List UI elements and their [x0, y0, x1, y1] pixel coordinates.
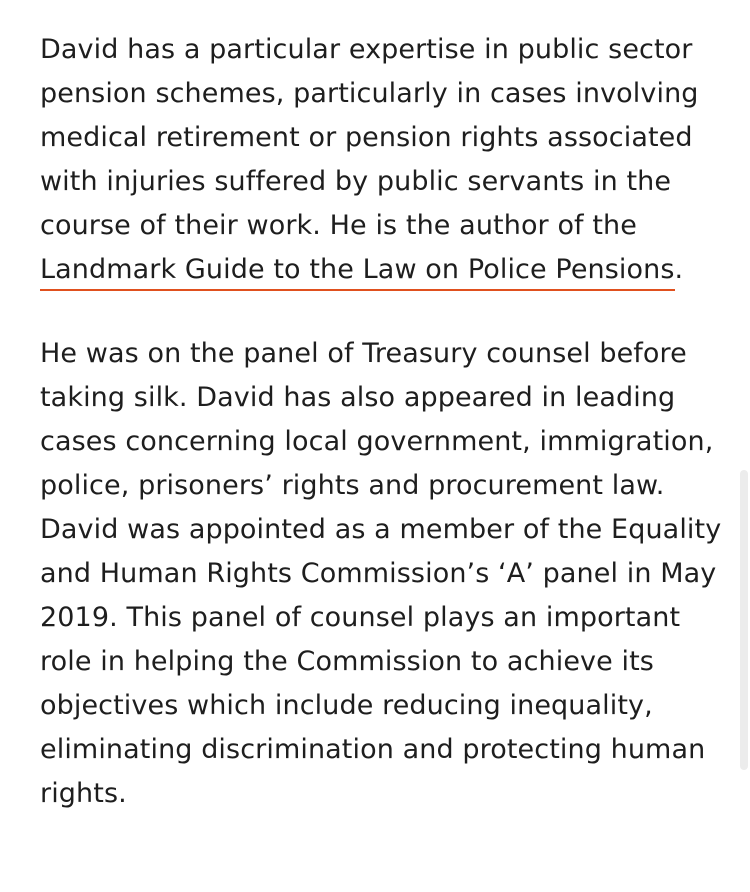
scrollbar[interactable]	[740, 470, 748, 770]
para1-text-after: .	[674, 254, 684, 285]
bio-paragraph-2: He was on the panel of Treasury counsel before taking silk. David has also appeared in leading cases concerning local government, immigration, police, prisoners’ rights and procurement law. David was appointed as a member of the Equality and Human Rights Commission’s ‘A’ panel in May 2019. This panel of counsel plays an important role in helping the Commission to achieve its objectives which include reducing inequality, eliminating discrimination and protecting human rights.	[40, 338, 722, 809]
landmark-guide-link[interactable]: Landmark Guide to the Law on Police Pensions	[40, 254, 675, 291]
bio-paragraph-1	[40, 28, 730, 292]
para1-text-before: David has a particular expertise in public sector pension schemes, particularly in cases involving medical retirement or pension rights associated with injuries suffered by public servants in the course of their work. He is the author of the	[40, 34, 699, 241]
bio-content	[40, 28, 730, 816]
